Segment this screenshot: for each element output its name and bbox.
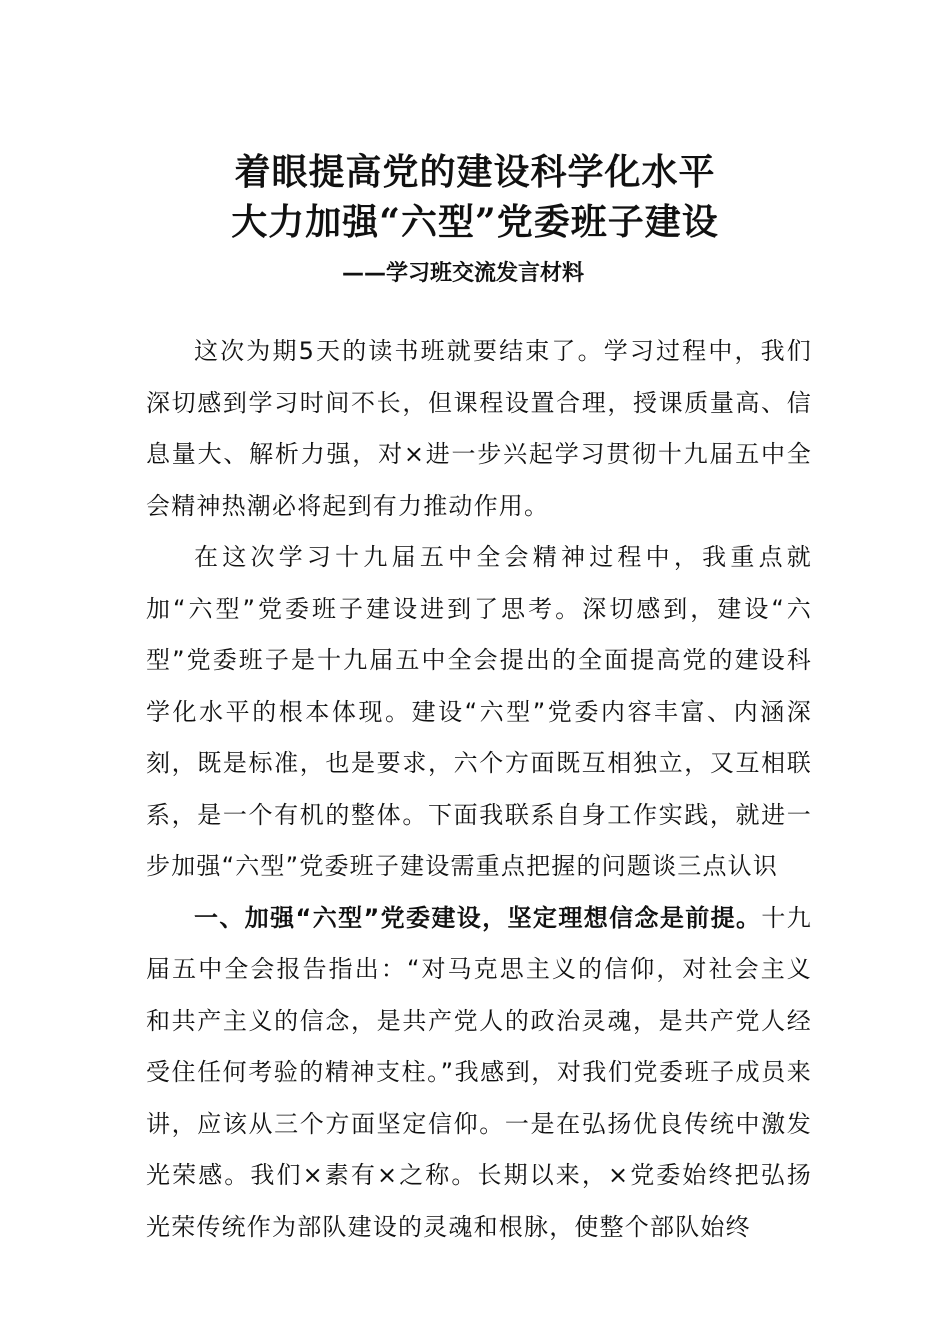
document-body	[146, 326, 812, 1253]
document-subtitle: ——学习班交流发言材料	[342, 261, 585, 286]
paragraph-reflection: 在这次学习十九届五中全会精神过程中，我重点就加“六型”党委班子建设进到了思考。深切感到，建设“六型”党委班子是十九届五中全会提出的全面提高党的建设科学化水平的根本体现。建设“六型”党委内容丰富、内涵深刻，既是标准，也是要求，六个方面既互相独立，又互相联系，是一个有机的整体。下面我联系自身工作实践，就进一步加强“六型”党委班子建设需重点把握的问题谈三点认识	[146, 543, 812, 880]
section-1-heading: 一、加强“六型”党委建设，坚定理想信念是前提。	[194, 903, 762, 932]
document-title-line-1: 着眼提高党的建设科学化水平	[234, 151, 716, 193]
section-1-paragraph	[146, 893, 812, 1254]
document-title-line-2: 大力加强“六型”党委班子建设	[231, 201, 719, 243]
section-1-text: 十九届五中全会报告指出：“对马克思主义的信仰，对社会主义和共产主义的信念，是共产党人的政治灵魂，是共产党人经受住任何考验的精神支柱。”我感到，对我们党委班子成员来讲，应该从三个方面坚定信仰。一是在弘扬优良传统中激发光荣感。我们×素有×之称。长期以来，×党委始终把弘扬光荣传统作为部队建设的灵魂和根脉，使整个部队始终	[146, 903, 812, 1241]
paragraph-intro: 这次为期5天的读书班就要结束了。学习过程中，我们深切感到学习时间不长，但课程设置合理，授课质量高、信息量大、解析力强，对×进一步兴起学习贯彻十九届五中全会精神热潮必将起到有力推动作用。	[146, 337, 812, 520]
